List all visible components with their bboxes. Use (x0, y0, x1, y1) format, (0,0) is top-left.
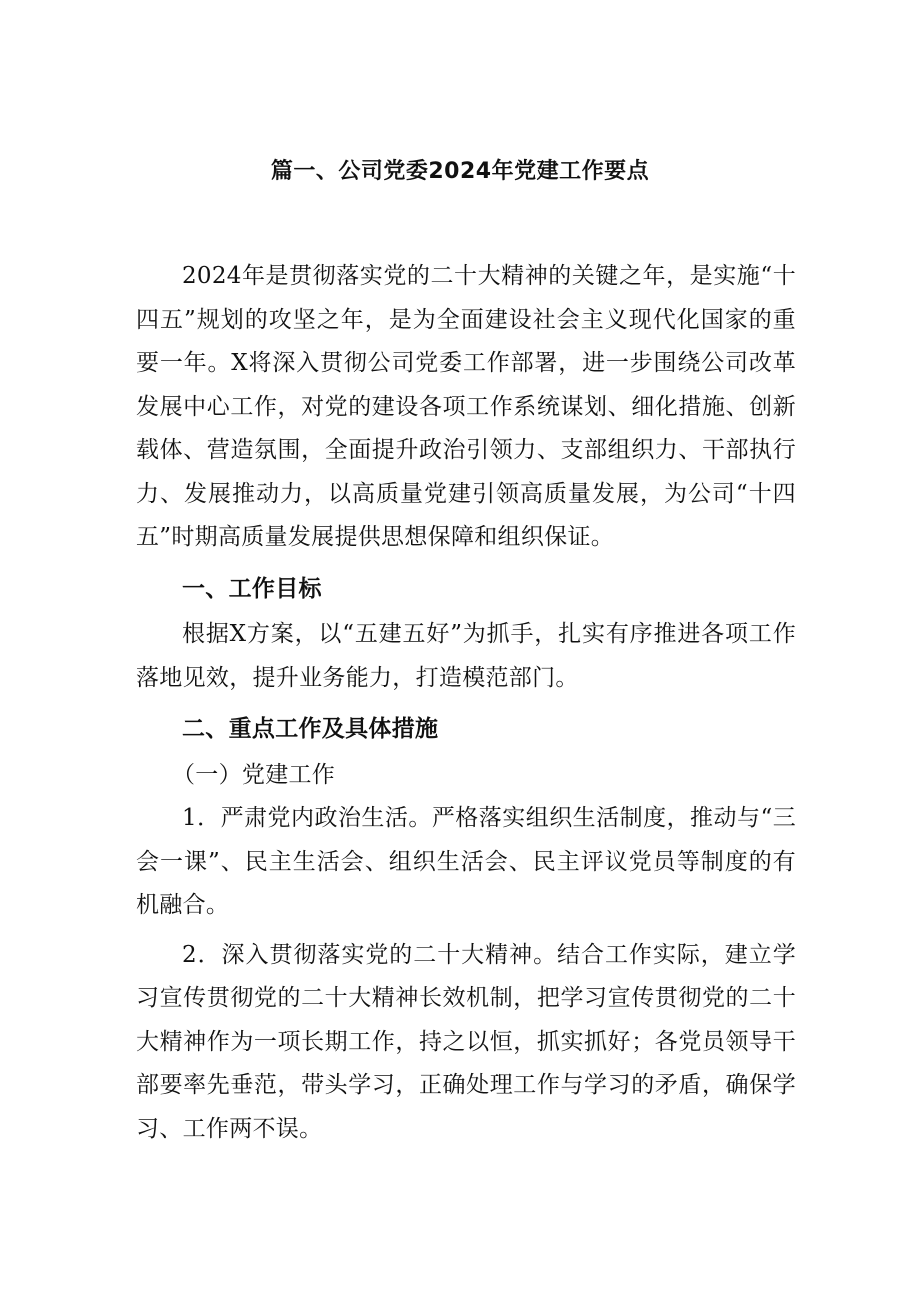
goals-paragraph: 根据X方案，以“五建五好”为抓手，扎实有序推进各项工作落地见效，提升业务能力，打造模范部门。 (136, 621, 796, 691)
section-heading-key-work: 二、重点工作及具体措施 (182, 716, 439, 742)
intro-paragraph: 2024年是贯彻落实党的二十大精神的关键之年，是实施“十四五”规划的攻坚之年，是为全面建设社会主义现代化国家的重要一年。X将深入贯彻公司党委工作部署，进一步围绕公司改革发展中心工作，对党的建设各项工作系统谋划、细化措施、创新载体、营造氛围，全面提升政治引领力、支部组织力、干部执行力、发展推动力，以高质量党建引领高质量发展，为公司“十四五”时期高质量发展提供思想保障和组织保证。 (136, 263, 796, 550)
subsection-heading-party-building: （一）党建工作 (172, 761, 336, 788)
document-title: 篇一、公司党委2024年党建工作要点 (270, 159, 650, 184)
list-item-1: 1．严肃党内政治生活。严格落实组织生活制度，推动与“三会一课”、民主生活会、组织生活会、民主评议党员等制度的有机融合。 (136, 805, 796, 918)
section-heading-goals: 一、工作目标 (182, 575, 322, 602)
document-body (136, 255, 796, 1151)
list-item-2: 2．深入贯彻落实党的二十大精神。结合工作实际，建立学习宣传贯彻党的二十大精神长效机制，把学习宣传贯彻党的二十大精神作为一项长期工作，持之以恒，抓实抓好；各党员领导干部要率先垂范，带头学习，正确处理工作与学习的矛盾，确保学习、工作两不误。 (136, 941, 796, 1142)
